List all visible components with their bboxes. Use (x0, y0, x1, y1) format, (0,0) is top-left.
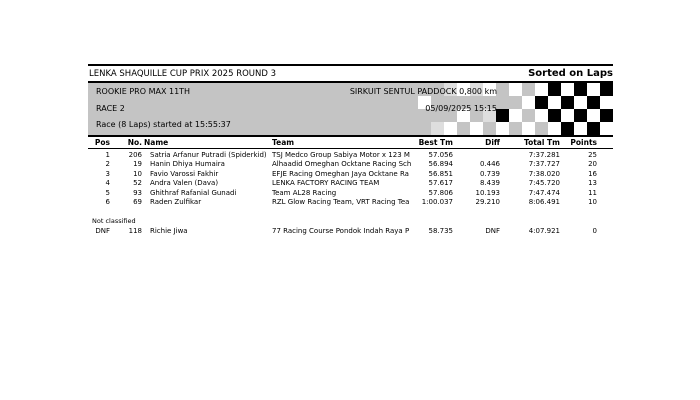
column-header-pos: Pos (94, 138, 110, 147)
flag-cell (561, 122, 574, 135)
cell-team: 77 Racing Course Pondok Indah Raya P (272, 226, 410, 235)
cell-name: Andra Valen (Dava) (150, 179, 219, 187)
flag-cell (600, 83, 613, 96)
flag-cell (522, 122, 535, 135)
cell-no: 19 (133, 160, 142, 168)
title-bar (88, 66, 613, 81)
cell-best: 1:00.037 (421, 198, 453, 206)
cell-pos: 6 (105, 198, 110, 206)
cell-team: EFJE Racing Omeghan Jaya Ocktane Ra (272, 169, 409, 178)
flag-cell (444, 122, 457, 135)
cell-pos: 4 (105, 179, 110, 187)
cell-pos: 5 (105, 188, 110, 197)
flag-cell (587, 96, 600, 109)
flag-cell (522, 109, 535, 122)
cell-points: 0 (592, 226, 597, 235)
cell-no: 10 (133, 169, 142, 178)
sort-mode-label: Sorted on Laps (528, 68, 613, 79)
event-title: LENKA SHAQUILLE CUP PRIX 2025 ROUND 3 (89, 68, 277, 79)
flag-cell (522, 96, 535, 109)
cell-points: 11 (588, 188, 597, 197)
not-classified-results (88, 227, 613, 237)
flag-cell (509, 83, 522, 96)
column-header-name: Name (144, 138, 169, 147)
flag-cell (496, 96, 509, 109)
cell-diff: 10.193 (475, 188, 500, 197)
flag-cell (574, 83, 587, 96)
cell-team: RZL Glow Racing Team, VRT Racing Tea (272, 198, 410, 206)
cell-diff: 0.739 (479, 169, 500, 178)
session-datetime: 05/09/2025 15:15 (425, 104, 497, 113)
cell-name: Richie Jiwa (150, 226, 188, 235)
flag-cell (535, 122, 548, 135)
cell-best: 56.894 (428, 160, 453, 168)
cell-no: 52 (133, 179, 142, 187)
classified-results (88, 149, 613, 208)
flag-cell (600, 109, 613, 122)
cell-best: 56.851 (428, 169, 453, 178)
cell-best: 57.617 (428, 179, 453, 187)
circuit-name: SIRKUIT SENTUL PADDOCK 0,800 km (349, 87, 497, 96)
cell-points: 13 (588, 179, 597, 187)
column-header-team: Team (272, 138, 295, 147)
flag-cell (496, 109, 509, 122)
flag-cell (509, 109, 522, 122)
flag-cell (548, 96, 561, 109)
column-header-points: Points (570, 138, 597, 147)
flag-cell (587, 122, 600, 135)
flag-cell (561, 83, 574, 96)
cell-points: 20 (588, 160, 597, 168)
cell-diff: DNF (485, 226, 500, 235)
flag-cell (496, 122, 509, 135)
flag-cell (535, 109, 548, 122)
cell-points: 16 (588, 169, 597, 178)
cell-no: 93 (133, 188, 142, 197)
flag-cell (470, 122, 483, 135)
flag-cell (600, 96, 613, 109)
flag-cell (431, 122, 444, 135)
cell-total: 7:47.474 (528, 188, 560, 197)
flag-cell (522, 83, 535, 96)
cell-name: Satria Arfanur Putradi (Spiderkid) (150, 150, 267, 159)
table-row (88, 198, 613, 208)
column-header-diff: Diff (485, 138, 500, 147)
race-name: RACE 2 (96, 104, 125, 113)
cell-name: Raden Zulfikar (150, 198, 202, 206)
column-header-best: Best Tm (418, 138, 453, 147)
session-info-banner (88, 81, 613, 137)
cell-pos: 3 (105, 169, 110, 178)
flag-cell (535, 96, 548, 109)
cell-team: Alhaadid Omeghan Ocktane Racing Sch (272, 160, 412, 168)
table-header (88, 137, 613, 149)
cell-best: 57.806 (428, 188, 453, 197)
flag-cell (574, 96, 587, 109)
column-header-total: Total Tm (523, 138, 560, 147)
flag-cell (600, 122, 613, 135)
flag-cell (548, 109, 561, 122)
cell-pos: 1 (105, 150, 110, 159)
flag-cell (496, 83, 509, 96)
flag-cell (483, 122, 496, 135)
flag-cell (574, 109, 587, 122)
cell-pos: 2 (105, 160, 110, 168)
cell-no: 118 (128, 226, 142, 235)
flag-cell (535, 83, 548, 96)
flag-cell (548, 122, 561, 135)
flag-cell (509, 96, 522, 109)
cell-diff: 29.210 (475, 198, 500, 206)
cell-best: 58.735 (428, 226, 453, 235)
flag-cell (587, 83, 600, 96)
table-row (88, 227, 613, 237)
flag-cell (561, 109, 574, 122)
flag-cell (457, 122, 470, 135)
table-row (88, 189, 613, 199)
cell-total: 4:07.921 (528, 226, 560, 235)
cell-total: 7:37.281 (528, 150, 560, 159)
cell-name: Ghithraf Rafanial Gunadi (150, 188, 237, 197)
column-header-no: No. (127, 138, 142, 147)
cell-diff: 8.439 (479, 179, 500, 187)
cell-diff: 0.446 (479, 160, 500, 168)
table-row (88, 170, 613, 180)
not-classified-label: Not classified (92, 216, 136, 225)
cell-points: 10 (588, 198, 597, 206)
flag-cell (548, 83, 561, 96)
cell-no: 206 (128, 150, 142, 159)
class-name: ROOKIE PRO MAX 11TH (96, 87, 191, 96)
flag-cell (561, 96, 574, 109)
cell-total: 7:37.727 (528, 160, 560, 168)
cell-name: Favio Varossi Fakhir (150, 169, 219, 178)
flag-cell (587, 109, 600, 122)
flag-cell (574, 122, 587, 135)
cell-team: TSJ Medco Group Sabiya Motor x 123 M (272, 150, 410, 159)
cell-total: 8:06.491 (528, 198, 560, 206)
cell-team: LENKA FACTORY RACING TEAM (272, 179, 380, 187)
cell-best: 57.056 (428, 150, 453, 159)
cell-team: Team AL28 Racing (272, 188, 337, 197)
cell-name: Hanin Dhiya Humaira (150, 160, 225, 168)
cell-total: 7:45.720 (528, 179, 560, 187)
cell-total: 7:38.020 (528, 169, 560, 178)
flag-cell (418, 122, 431, 135)
results-sheet (88, 64, 613, 236)
race-start-info: Race (8 Laps) started at 15:55:37 (96, 120, 231, 129)
table-row (88, 151, 613, 161)
cell-points: 25 (588, 150, 597, 159)
table-row (88, 179, 613, 189)
cell-pos: DNF (95, 226, 110, 235)
cell-no: 69 (133, 198, 142, 206)
flag-cell (509, 122, 522, 135)
table-row (88, 160, 613, 170)
